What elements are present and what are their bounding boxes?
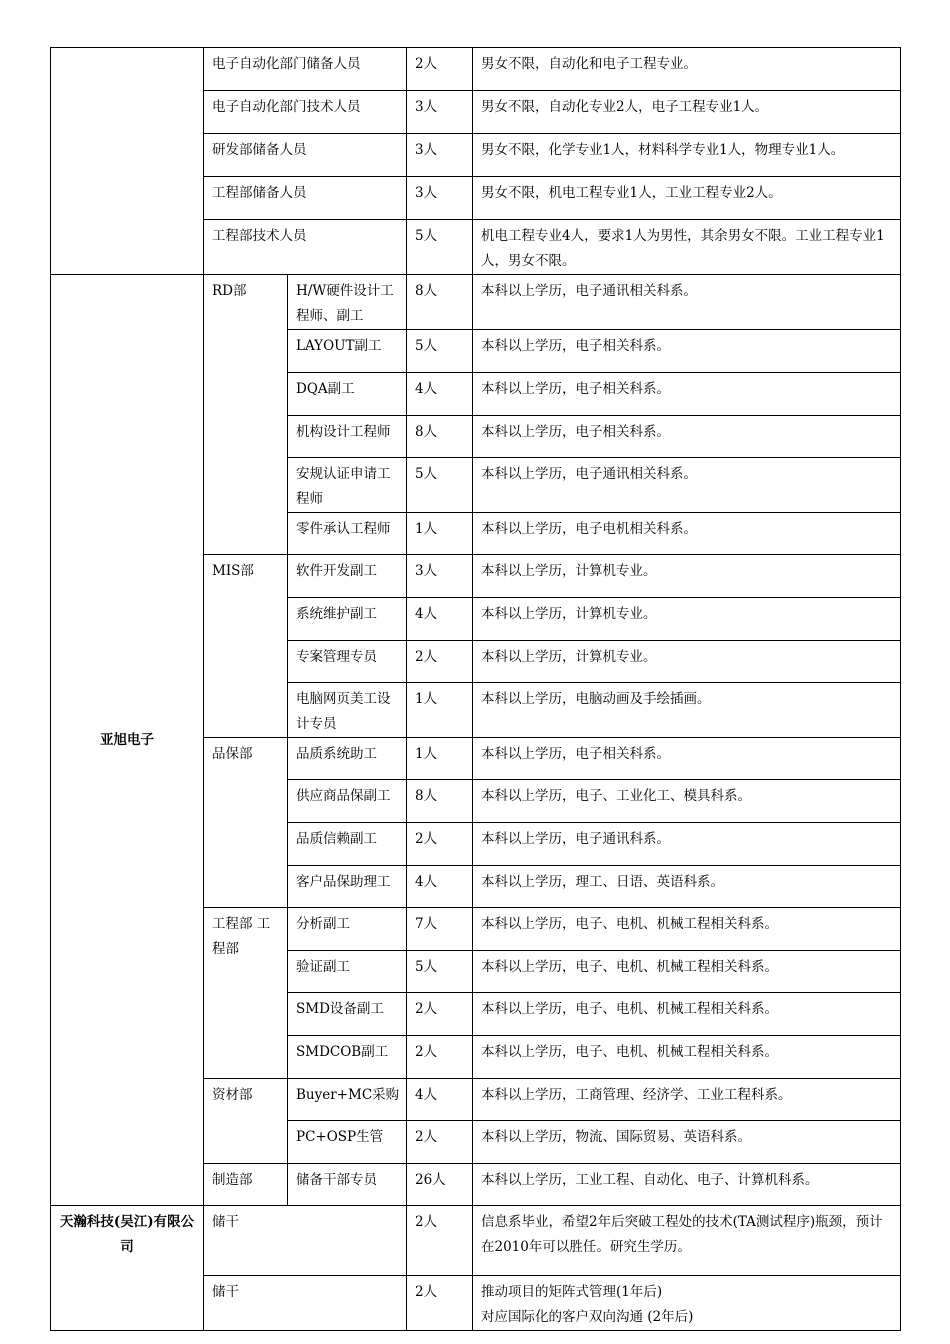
requirement-cell: 信息系毕业，希望2年后突破工程处的技术(TA测试程序)瓶颈，预计在2010年可以胜任。研究生学历。	[473, 1206, 901, 1276]
company-name-yaxu: 亚旭电子	[51, 275, 204, 1206]
count-cell: 3人	[407, 91, 473, 134]
position-cell: LAYOUT副工	[288, 330, 407, 373]
requirement-cell: 本科以上学历，理工、日语、英语科系。	[473, 866, 901, 908]
count-cell: 1人	[407, 738, 473, 780]
requirement-cell: 本科以上学历，电子、电机、机械工程相关科系。	[473, 1036, 901, 1079]
position-cell: 品质信赖副工	[288, 823, 407, 866]
position-cell: 工程部技术人员	[204, 220, 407, 275]
requirement-cell: 男女不限，机电工程专业1人，工业工程专业2人。	[473, 177, 901, 220]
requirement-cell: 本科以上学历，电子相关科系。	[473, 330, 901, 373]
department-cell: 品保部	[204, 738, 288, 908]
position-cell: 研发部储备人员	[204, 134, 407, 177]
department-cell: RD部	[204, 275, 288, 555]
requirement-line: 对应国际化的客户双向沟通 (2年后)	[481, 1309, 694, 1325]
requirement-cell: 本科以上学历，电子、工业化工、模具科系。	[473, 780, 901, 823]
requirement-cell: 本科以上学历，计算机专业。	[473, 598, 901, 641]
position-cell: 客户品保助理工	[288, 866, 407, 908]
requirement-cell: 本科以上学历，计算机专业。	[473, 641, 901, 683]
count-cell: 4人	[407, 866, 473, 908]
position-cell: 专案管理专员	[288, 641, 407, 683]
requirement-cell: 男女不限，自动化和电子工程专业。	[473, 48, 901, 91]
requirement-cell: 机电工程专业4人，要求1人为男性，其余男女不限。工业工程专业1人，男女不限。	[473, 220, 901, 275]
count-cell: 2人	[407, 993, 473, 1036]
position-cell: DQA副工	[288, 373, 407, 416]
department-cell: MIS部	[204, 555, 288, 738]
position-cell: 电子自动化部门技术人员	[204, 91, 407, 134]
requirement-cell: 本科以上学历，电子、电机、机械工程相关科系。	[473, 908, 901, 951]
requirement-cell: 本科以上学历，电子相关科系。	[473, 416, 901, 458]
count-cell: 4人	[407, 373, 473, 416]
position-cell: SMD设备副工	[288, 993, 407, 1036]
position-cell: 电子自动化部门储备人员	[204, 48, 407, 91]
position-cell: 工程部储备人员	[204, 177, 407, 220]
position-cell: 品质系统助工	[288, 738, 407, 780]
position-cell: 储备干部专员	[288, 1164, 407, 1206]
requirement-cell: 本科以上学历，电子、电机、机械工程相关科系。	[473, 951, 901, 993]
table-row	[51, 48, 901, 91]
count-cell: 3人	[407, 177, 473, 220]
table-row	[51, 275, 901, 330]
count-cell: 8人	[407, 780, 473, 823]
count-cell: 8人	[407, 416, 473, 458]
count-cell: 2人	[407, 48, 473, 91]
position-cell: 储干	[204, 1206, 407, 1276]
count-cell: 5人	[407, 951, 473, 993]
requirement-cell	[473, 1276, 901, 1331]
position-cell: 安规认证申请工程师	[288, 458, 407, 513]
company-name-tianhan: 天瀚科技(吴江)有限公司	[51, 1206, 204, 1331]
company-cell-continued	[51, 48, 204, 275]
count-cell: 2人	[407, 823, 473, 866]
count-cell: 1人	[407, 683, 473, 738]
requirement-cell: 本科以上学历，电脑动画及手绘插画。	[473, 683, 901, 738]
position-cell: 系统维护副工	[288, 598, 407, 641]
count-cell: 4人	[407, 1079, 473, 1121]
position-cell: 分析副工	[288, 908, 407, 951]
count-cell: 4人	[407, 598, 473, 641]
requirement-line: 推动项目的矩阵式管理(1年后)	[481, 1284, 663, 1300]
count-cell: 2人	[407, 1276, 473, 1331]
count-cell: 1人	[407, 513, 473, 555]
position-cell: Buyer+MC采购	[288, 1079, 407, 1121]
recruitment-table	[50, 47, 901, 1331]
department-cell: 制造部	[204, 1164, 288, 1206]
requirement-cell: 本科以上学历，电子相关科系。	[473, 738, 901, 780]
count-cell: 2人	[407, 1121, 473, 1164]
position-cell: 储干	[204, 1276, 407, 1331]
department-cell: 工程部 工程部	[204, 908, 288, 1079]
count-cell: 5人	[407, 220, 473, 275]
table-row	[51, 1206, 901, 1276]
count-cell: 2人	[407, 641, 473, 683]
requirement-cell: 本科以上学历，工业工程、自动化、电子、计算机科系。	[473, 1164, 901, 1206]
position-cell: SMDCOB副工	[288, 1036, 407, 1079]
count-cell: 5人	[407, 330, 473, 373]
count-cell: 3人	[407, 134, 473, 177]
requirement-cell: 本科以上学历，电子、电机、机械工程相关科系。	[473, 993, 901, 1036]
position-cell: 零件承认工程师	[288, 513, 407, 555]
position-cell: H/W硬件设计工程师、副工	[288, 275, 407, 330]
requirement-cell: 本科以上学历，电子通讯相关科系。	[473, 275, 901, 330]
count-cell: 2人	[407, 1206, 473, 1276]
requirement-cell: 本科以上学历，电子通讯科系。	[473, 823, 901, 866]
count-cell: 7人	[407, 908, 473, 951]
position-cell: 电脑网页美工设计专员	[288, 683, 407, 738]
department-cell: 资材部	[204, 1079, 288, 1164]
requirement-cell: 本科以上学历，电子电机相关科系。	[473, 513, 901, 555]
requirement-cell: 男女不限，化学专业1人，材料科学专业1人，物理专业1人。	[473, 134, 901, 177]
requirement-cell: 本科以上学历，工商管理、经济学、工业工程科系。	[473, 1079, 901, 1121]
requirement-cell: 男女不限，自动化专业2人，电子工程专业1人。	[473, 91, 901, 134]
requirement-cell: 本科以上学历，计算机专业。	[473, 555, 901, 598]
position-cell: 供应商品保副工	[288, 780, 407, 823]
count-cell: 3人	[407, 555, 473, 598]
count-cell: 5人	[407, 458, 473, 513]
count-cell: 8人	[407, 275, 473, 330]
requirement-cell: 本科以上学历，电子通讯相关科系。	[473, 458, 901, 513]
count-cell: 26人	[407, 1164, 473, 1206]
position-cell: 验证副工	[288, 951, 407, 993]
count-cell: 2人	[407, 1036, 473, 1079]
position-cell: 机构设计工程师	[288, 416, 407, 458]
position-cell: 软件开发副工	[288, 555, 407, 598]
requirement-cell: 本科以上学历，电子相关科系。	[473, 373, 901, 416]
position-cell: PC+OSP生管	[288, 1121, 407, 1164]
requirement-cell: 本科以上学历，物流、国际贸易、英语科系。	[473, 1121, 901, 1164]
